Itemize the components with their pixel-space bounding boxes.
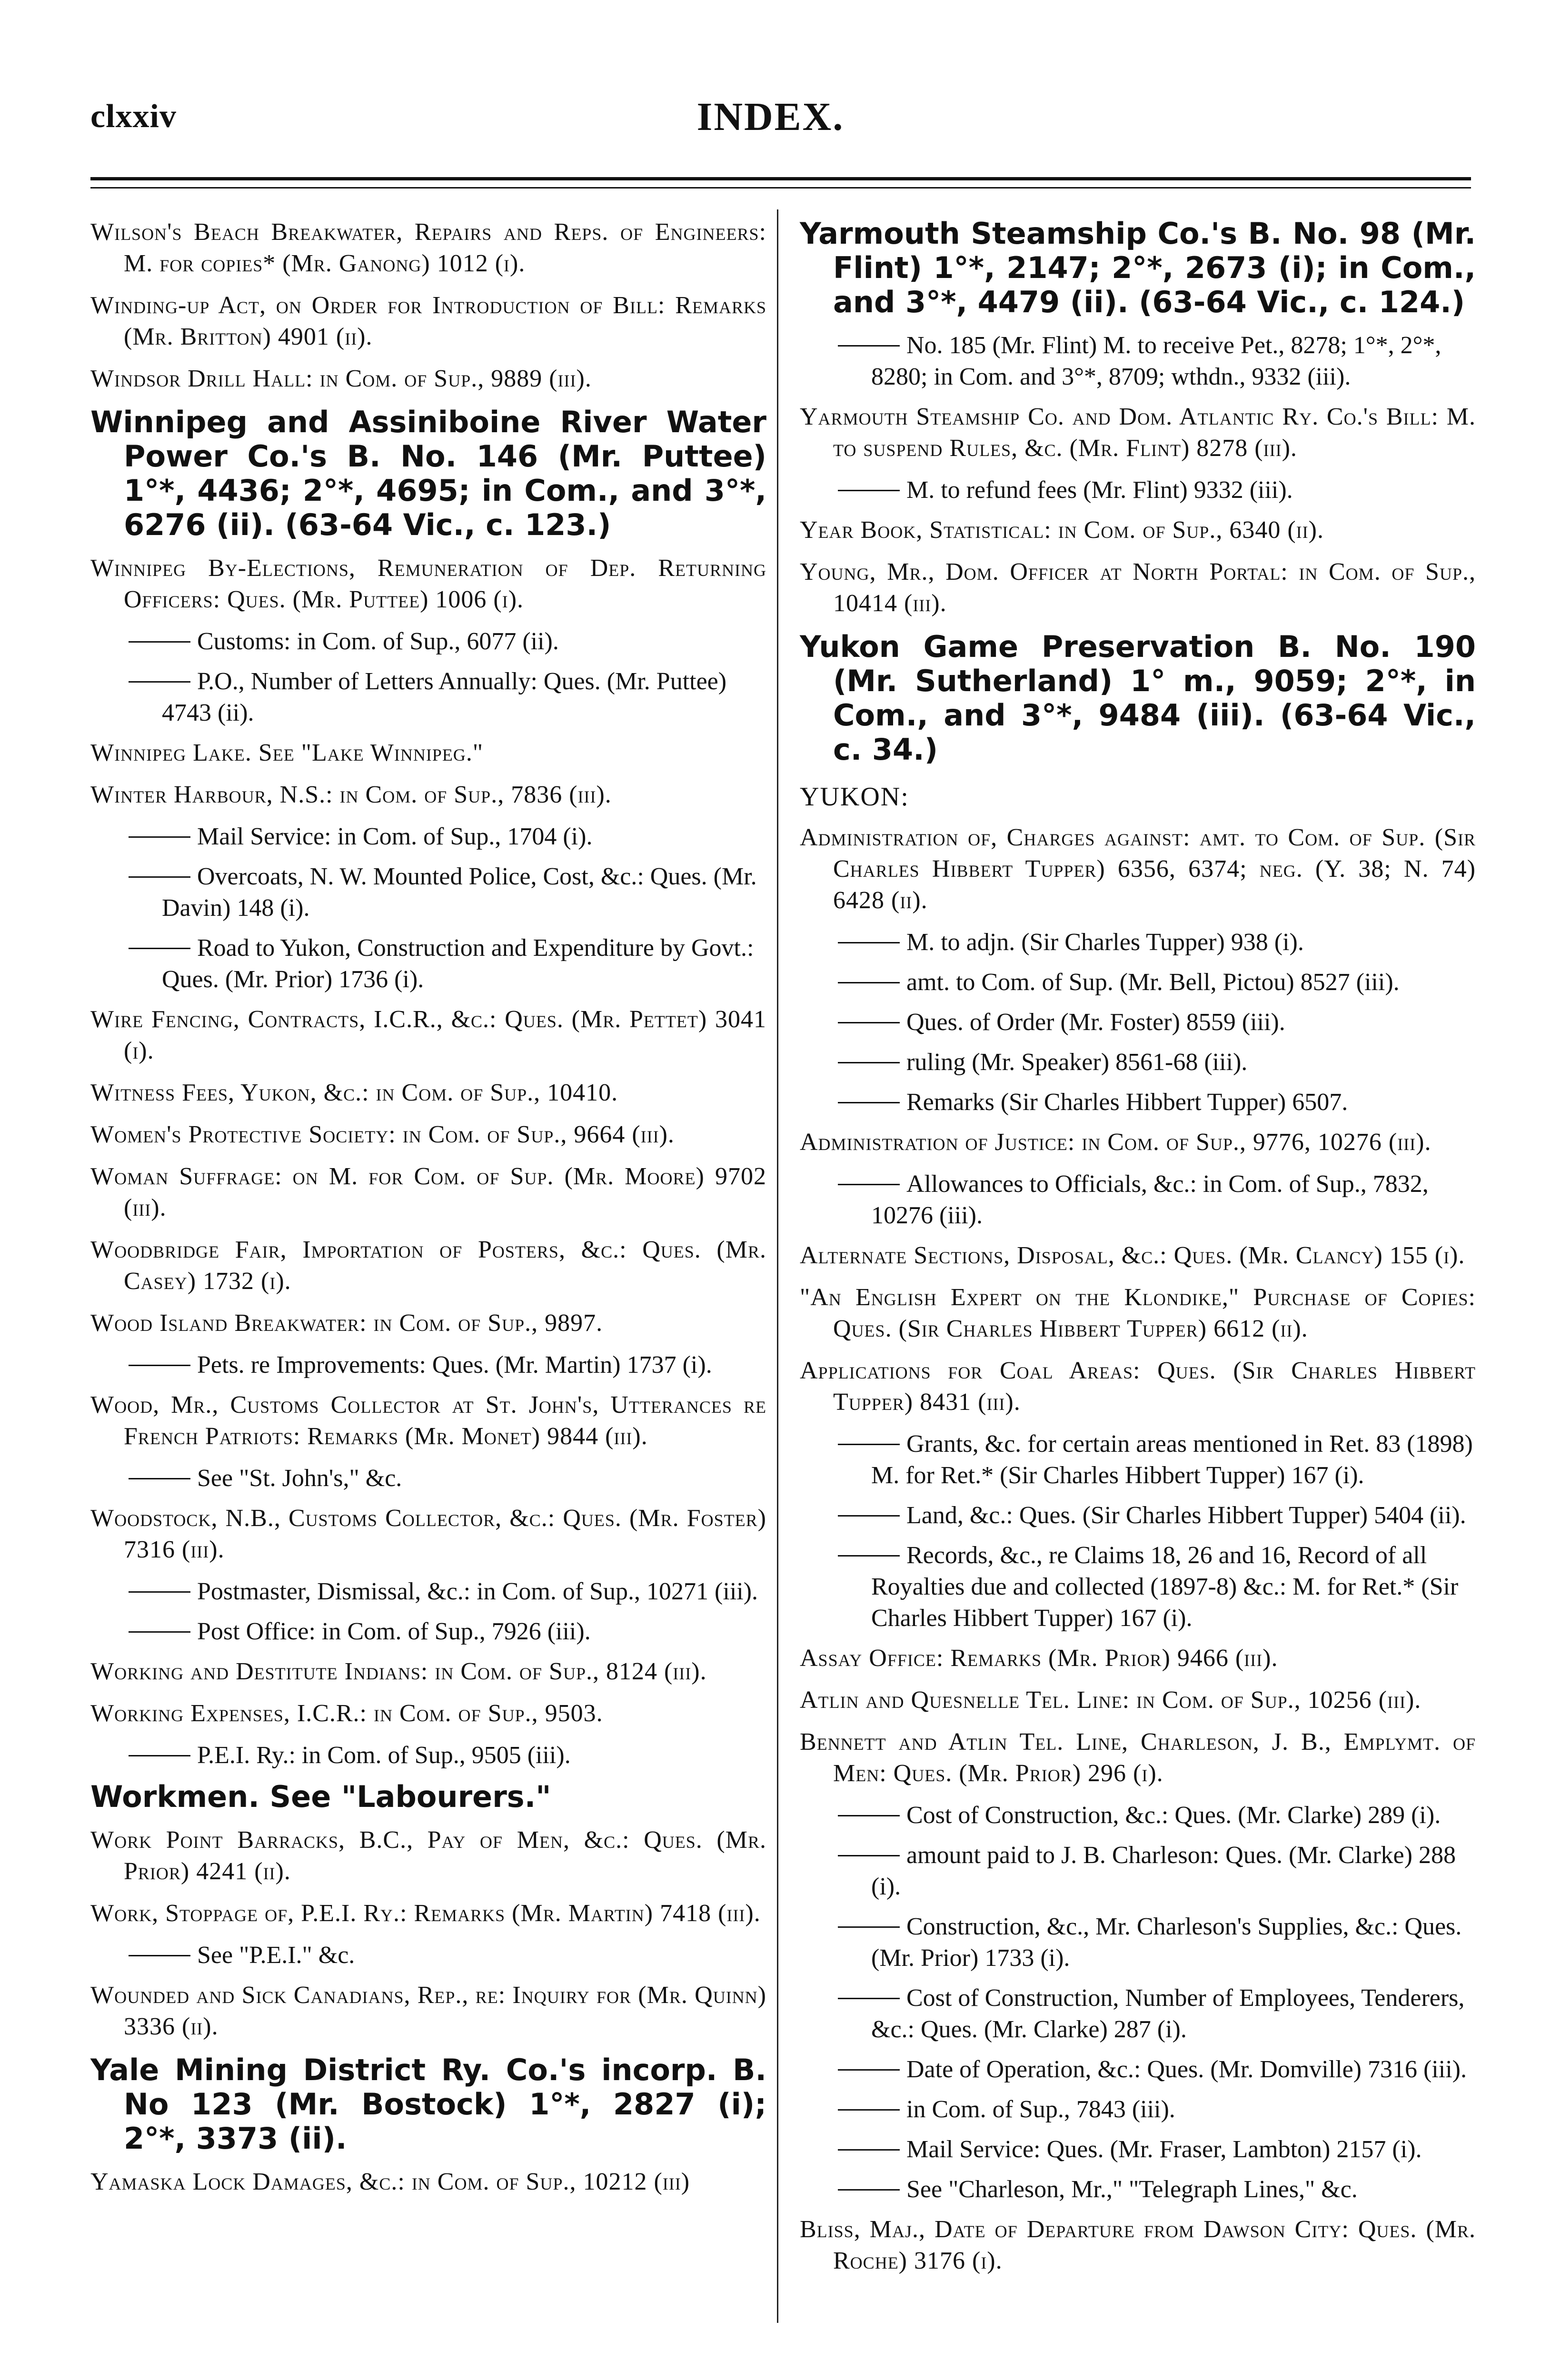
index-entry: Winnipeg and Assiniboine River Water Power Co.'s B. No. 146 (Mr. Puttee) 1°*, 4436; 2°*, 4695; in Com., and 3°*, 6276 (ii). (63-64 Vic., c. 123.) xyxy=(90,405,766,542)
index-subentry xyxy=(800,1800,1476,1831)
ditto-dash xyxy=(838,1184,900,1185)
entry-text: See "St. John's," &c. xyxy=(197,1465,402,1492)
index-entry: Winnipeg By-Elections, Remuneration of Dep. Returning Officers: Ques. (Mr. Puttee) 1006 (i). xyxy=(90,555,766,613)
index-entry: Workmen. See "Labourers." xyxy=(90,1779,551,1814)
index-subentry xyxy=(800,1428,1476,1491)
left-column xyxy=(90,217,766,2208)
entry-text: Ques. of Order (Mr. Foster) 8559 (iii). xyxy=(906,1009,1285,1036)
index-entry: Windsor Drill Hall: in Com. of Sup., 9889 (iii). xyxy=(90,365,592,392)
index-entry: Wounded and Sick Canadians, Rep., re: Inquiry for (Mr. Quinn) 3336 (ii). xyxy=(90,1982,766,2040)
entry-text: ruling (Mr. Speaker) 8561-68 (iii). xyxy=(906,1049,1248,1076)
index-entry: Work Point Barracks, B.C., Pay of Men, &c.: Ques. (Mr. Prior) 4241 (ii). xyxy=(90,1826,766,1885)
entry-text: Pets. re Improvements: Ques. (Mr. Martin) 1737 (i). xyxy=(197,1351,712,1378)
entry-text: Date of Operation, &c.: Ques. (Mr. Domville) 7316 (iii). xyxy=(906,2056,1467,2083)
index-subentry xyxy=(90,1616,766,1647)
index-subentry xyxy=(90,1576,766,1607)
ditto-dash xyxy=(838,2189,900,2191)
entry-text: Mail Service: Ques. (Mr. Fraser, Lambton) 2157 (i). xyxy=(906,2136,1422,2163)
ditto-dash xyxy=(129,641,190,643)
ditto-dash xyxy=(838,1998,900,1999)
index-entry: Winding-up Act, on Order for Introduction of Bill: Remarks (Mr. Britton) 4901 (ii). xyxy=(90,292,766,350)
ditto-dash xyxy=(838,490,900,491)
ditto-dash xyxy=(838,1062,900,1063)
index-entry: Year Book, Statistical: in Com. of Sup., 6340 (ii). xyxy=(800,516,1324,544)
entry-text: Cost of Construction, &c.: Ques. (Mr. Clarke) 289 (i). xyxy=(906,1802,1441,1829)
entry-text: amount paid to J. B. Charleson: Ques. (Mr. Clarke) 288 (i). xyxy=(871,1842,1456,1900)
index-subentry xyxy=(800,1047,1476,1078)
index-subentry xyxy=(90,1349,766,1381)
ditto-dash xyxy=(838,1102,900,1103)
index-entry: Working and Destitute Indians: in Com. of Sup., 8124 (iii). xyxy=(90,1658,707,1685)
index-subentry xyxy=(90,861,766,924)
ditto-dash xyxy=(838,942,900,943)
ditto-dash xyxy=(838,1555,900,1557)
index-entry: Young, Mr., Dom. Officer at North Portal: in Com. of Sup., 10414 (iii). xyxy=(800,558,1476,617)
index-entry: "An English Expert on the Klondike," Purchase of Copies: Ques. (Sir Charles Hibbert Tupper) 6612 (ii). xyxy=(800,1284,1476,1342)
ditto-dash xyxy=(838,982,900,983)
header-rule-thin xyxy=(90,187,1471,188)
entry-text: Overcoats, N. W. Mounted Police, Cost, &c.: Ques. (Mr. Davin) 148 (i). xyxy=(162,863,757,922)
index-subentry xyxy=(800,2094,1476,2125)
entry-text: P.E.I. Ry.: in Com. of Sup., 9505 (iii). xyxy=(197,1742,571,1769)
index-subentry xyxy=(800,967,1476,998)
ditto-dash xyxy=(129,1478,190,1479)
index-subentry xyxy=(800,1007,1476,1038)
index-entry: Witness Fees, Yukon, &c.: in Com. of Sup., 10410. xyxy=(90,1079,618,1106)
ditto-dash xyxy=(129,1755,190,1756)
header-rule-thick xyxy=(90,177,1471,180)
ditto-dash xyxy=(838,2149,900,2151)
ditto-dash xyxy=(129,1631,190,1633)
index-entry: Atlin and Quesnelle Tel. Line: in Com. of Sup., 10256 (iii). xyxy=(800,1686,1422,1714)
index-entry: Winnipeg Lake. See "Lake Winnipeg." xyxy=(90,739,484,766)
entry-text: in Com. of Sup., 7843 (iii). xyxy=(906,2096,1175,2123)
index-entry: Yarmouth Steamship Co.'s B. No. 98 (Mr. Flint) 1°*, 2147; 2°*, 2673 (i); in Com., and 3°*, 4479 (ii). (63-64 Vic., c. 124.) xyxy=(800,216,1476,319)
entry-text: No. 185 (Mr. Flint) M. to receive Pet., 8278; 1°*, 2°*, 8280; in Com. and 3°*, 8709; wthdn., 9332 (iii). xyxy=(871,332,1442,390)
page-title: INDEX. xyxy=(696,95,845,139)
entry-text: P.O., Number of Letters Annually: Ques. (Mr. Puttee) 4743 (ii). xyxy=(162,668,727,726)
index-subentry xyxy=(800,2054,1476,2085)
page-number: clxxiv xyxy=(90,98,177,135)
column-divider xyxy=(777,209,778,2323)
ditto-dash xyxy=(838,1855,900,1856)
index-entry: Winter Harbour, N.S.: in Com. of Sup., 7836 (iii). xyxy=(90,781,612,808)
entry-text: M. to refund fees (Mr. Flint) 9332 (iii). xyxy=(906,476,1293,504)
entry-text: Remarks (Sir Charles Hibbert Tupper) 6507. xyxy=(906,1089,1348,1116)
entry-text: Allowances to Officials, &c.: in Com. of Sup., 7832, 10276 (iii). xyxy=(871,1170,1429,1229)
index-entry: Bennett and Atlin Tel. Line, Charleson, J. B., Emplymt. of Men: Ques. (Mr. Prior) 296 (i). xyxy=(800,1728,1476,1787)
index-entry: Woman Suffrage: on M. for Com. of Sup. (Mr. Moore) 9702 (iii). xyxy=(90,1163,766,1221)
index-subentry xyxy=(800,1983,1476,2045)
ditto-dash xyxy=(838,1815,900,1816)
index-subentry xyxy=(90,1940,766,1971)
index-subentry xyxy=(90,666,766,729)
entry-text: Mail Service: in Com. of Sup., 1704 (i). xyxy=(197,823,593,850)
index-subentry xyxy=(800,927,1476,958)
entry-text: Customs: in Com. of Sup., 6077 (ii). xyxy=(197,628,559,655)
page-header xyxy=(0,95,1541,150)
ditto-dash xyxy=(129,836,190,838)
index-subentry xyxy=(800,2134,1476,2165)
entry-text: Post Office: in Com. of Sup., 7926 (iii). xyxy=(197,1618,591,1645)
ditto-dash xyxy=(838,1022,900,1023)
entry-text: Postmaster, Dismissal, &c.: in Com. of Sup., 10271 (iii). xyxy=(197,1578,758,1605)
entry-text: Grants, &c. for certain areas mentioned in Ret. 83 (1898) M. for Ret.* (Sir Charles Hibbert Tupper) 167 (i). xyxy=(871,1430,1473,1489)
index-subentry xyxy=(800,330,1476,393)
index-subentry xyxy=(800,1087,1476,1118)
index-subentry xyxy=(800,1169,1476,1231)
index-entry: Applications for Coal Areas: Ques. (Sir Charles Hibbert Tupper) 8431 (iii). xyxy=(800,1357,1476,1416)
entry-text: Records, &c., re Claims 18, 26 and 16, Record of all Royalties due and collected (1897-8) &c.: M. for Ret.* (Sir Charles Hibbert Tupper) 167 (i). xyxy=(871,1542,1459,1632)
ditto-dash xyxy=(129,1955,190,1956)
index-entry: Women's Protective Society: in Com. of Sup., 9664 (iii). xyxy=(90,1121,675,1148)
index-entry: Yarmouth Steamship Co. and Dom. Atlantic Ry. Co.'s Bill: M. to suspend Rules, &c. (Mr. Flint) 8278 (iii). xyxy=(800,403,1476,462)
ditto-dash xyxy=(129,1591,190,1593)
index-entry: Woodstock, N.B., Customs Collector, &c.: Ques. (Mr. Foster) 7316 (iii). xyxy=(90,1505,766,1563)
entry-text: Road to Yukon, Construction and Expenditure by Govt.: Ques. (Mr. Prior) 1736 (i). xyxy=(162,934,754,993)
index-subentry xyxy=(90,1740,766,1771)
entry-text: Construction, &c., Mr. Charleson's Supplies, &c.: Ques. (Mr. Prior) 1733 (i). xyxy=(871,1913,1462,1972)
index-subentry xyxy=(800,475,1476,506)
index-subentry xyxy=(90,626,766,657)
index-subentry xyxy=(800,2174,1476,2205)
entry-text: See "P.E.I." &c. xyxy=(197,1942,355,1969)
index-entry: Working Expenses, I.C.R.: in Com. of Sup., 9503. xyxy=(90,1700,603,1727)
ditto-dash xyxy=(838,1926,900,1928)
index-subentry xyxy=(90,821,766,853)
index-entry: Yale Mining District Ry. Co.'s incorp. B. No 123 (Mr. Bostock) 1°*, 2827 (i); 2°*, 3373 (ii). xyxy=(90,2053,766,2156)
index-subentry xyxy=(800,1500,1476,1531)
index-entry: Administration of Justice: in Com. of Sup., 9776, 10276 (iii). xyxy=(800,1129,1432,1156)
index-entry: Wood Island Breakwater: in Com. of Sup., 9897. xyxy=(90,1309,603,1337)
ditto-dash xyxy=(838,1444,900,1445)
ditto-dash xyxy=(129,681,190,683)
ditto-dash xyxy=(838,1515,900,1517)
index-subentry xyxy=(90,932,766,995)
section-heading: YUKON: xyxy=(800,782,909,812)
index-subentry xyxy=(90,1463,766,1494)
ditto-dash xyxy=(129,1365,190,1366)
index-entry: Wire Fencing, Contracts, I.C.R., &c.: Ques. (Mr. Pettet) 3041 (i). xyxy=(90,1006,766,1064)
index-entry: Yamaska Lock Damages, &c.: in Com. of Sup., 10212 (iii) xyxy=(90,2168,690,2195)
index-entry: Wilson's Beach Breakwater, Repairs and Reps. of Engineers: M. for copies* (Mr. Ganong) 1012 (i). xyxy=(90,218,766,277)
index-entry: Work, Stoppage of, P.E.I. Ry.: Remarks (Mr. Martin) 7418 (iii). xyxy=(90,1900,761,1927)
ditto-dash xyxy=(838,2109,900,2111)
entry-text: See "Charleson, Mr.," "Telegraph Lines," &c. xyxy=(906,2176,1358,2203)
index-subentry xyxy=(800,1911,1476,1974)
ditto-dash xyxy=(129,876,190,878)
index-entry: Wood, Mr., Customs Collector at St. John's, Utterances re French Patriots: Remarks (Mr. Monet) 9844 (iii). xyxy=(90,1391,766,1450)
index-subentry xyxy=(800,1840,1476,1903)
index-entry: Administration of, Charges against: amt. to Com. of Sup. (Sir Charles Hibbert Tupper) 6356, 6374; neg. (Y. 38; N. 74) 6428 (ii). xyxy=(800,824,1476,914)
entry-text: M. to adjn. (Sir Charles Tupper) 938 (i). xyxy=(906,929,1304,956)
index-entry: Woodbridge Fair, Importation of Posters, &c.: Ques. (Mr. Casey) 1732 (i). xyxy=(90,1236,766,1295)
entry-text: amt. to Com. of Sup. (Mr. Bell, Pictou) 8527 (iii). xyxy=(906,969,1400,996)
index-entry: Alternate Sections, Disposal, &c.: Ques. (Mr. Clancy) 155 (i). xyxy=(800,1242,1465,1269)
index-subentry xyxy=(800,1540,1476,1634)
index-entry: Yukon Game Preservation B. No. 190 (Mr. Sutherland) 1° m., 9059; 2°*, in Com., and 3°*, 9484 (iii). (63-64 Vic., c. 34.) xyxy=(800,629,1476,767)
ditto-dash xyxy=(838,345,900,347)
index-entry: Bliss, Maj., Date of Departure from Dawson City: Ques. (Mr. Roche) 3176 (i). xyxy=(800,2216,1476,2274)
right-column xyxy=(800,217,1476,2287)
ditto-dash xyxy=(838,2069,900,2071)
index-entry: Assay Office: Remarks (Mr. Prior) 9466 (iii). xyxy=(800,1645,1278,1672)
ditto-dash xyxy=(129,948,190,949)
entry-text: Land, &c.: Ques. (Sir Charles Hibbert Tupper) 5404 (ii). xyxy=(906,1502,1466,1529)
entry-text: Cost of Construction, Number of Employees, Tenderers, &c.: Ques. (Mr. Clarke) 287 (i). xyxy=(871,1984,1465,2043)
